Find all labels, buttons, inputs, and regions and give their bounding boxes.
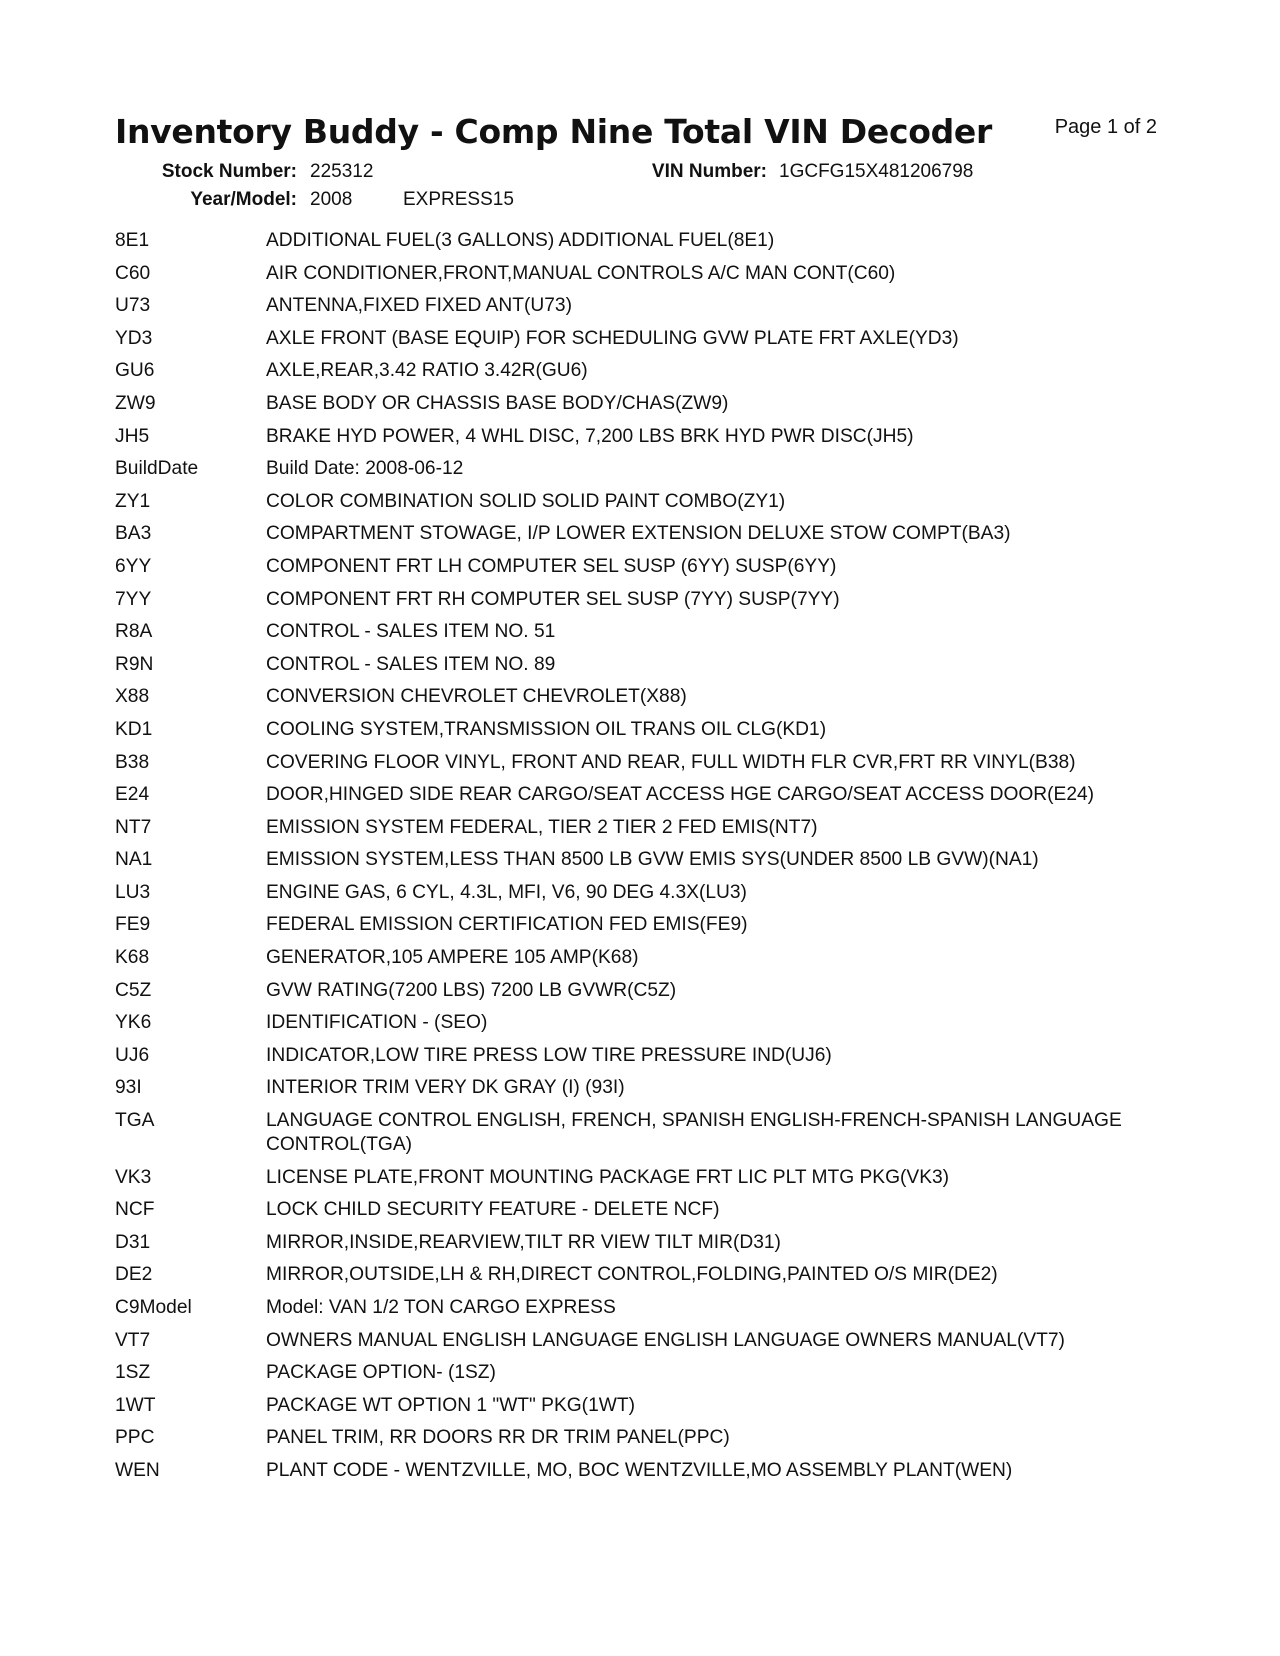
option-description: AXLE,REAR,3.42 RATIO 3.42R(GU6): [266, 360, 588, 382]
list-item: [115, 555, 1165, 579]
option-code: C5Z: [115, 979, 152, 1001]
list-item: [115, 588, 1165, 612]
stock-number-value: 225312: [310, 161, 374, 182]
option-description: PACKAGE WT OPTION 1 "WT" PKG(1WT): [266, 1394, 635, 1416]
option-code: ZW9: [115, 392, 156, 414]
option-code: 8E1: [115, 230, 150, 251]
option-description: COMPONENT FRT RH COMPUTER SEL SUSP (7YY) SUSP(7YY): [266, 588, 840, 610]
option-description: COMPONENT FRT LH COMPUTER SEL SUSP (6YY) SUSP(6YY): [266, 555, 837, 577]
option-code: B38: [115, 751, 150, 773]
option-code: BA3: [115, 523, 152, 545]
option-code: R8A: [115, 621, 153, 643]
option-code: D31: [115, 1231, 151, 1253]
option-code: VK3: [115, 1166, 152, 1188]
option-description: CONTROL - SALES ITEM NO. 89: [266, 653, 556, 675]
list-item: [115, 229, 1165, 253]
option-description: LICENSE PLATE,FRONT MOUNTING PACKAGE FRT LIC PLT MTG PKG(VK3): [266, 1166, 950, 1188]
option-description: IDENTIFICATION - (SEO): [266, 1012, 488, 1034]
stock-number-label: Stock Number:: [161, 161, 297, 182]
list-item: [115, 783, 1165, 807]
list-item: [115, 1231, 1165, 1255]
option-code: 7YY: [115, 588, 152, 610]
option-description: INDICATOR,LOW TIRE PRESS LOW TIRE PRESSURE IND(UJ6): [266, 1044, 832, 1066]
option-description: MIRROR,INSIDE,REARVIEW,TILT RR VIEW TILT MIR(D31): [266, 1231, 781, 1253]
option-code: C9Model: [115, 1297, 192, 1318]
option-code: PPC: [115, 1427, 155, 1449]
option-description: BASE BODY OR CHASSIS BASE BODY/CHAS(ZW9): [266, 392, 729, 414]
option-code: UJ6: [115, 1044, 150, 1066]
option-description: GVW RATING(7200 LBS) 7200 LB GVWR(C5Z): [266, 979, 677, 1001]
list-item: [115, 490, 1165, 514]
year-model-label: Year/Model:: [190, 189, 297, 210]
list-item: [115, 816, 1165, 840]
list-item: [115, 262, 1165, 286]
option-code: X88: [115, 686, 150, 708]
list-item: [115, 1109, 1165, 1157]
option-code: 1SZ: [115, 1362, 151, 1384]
option-description: PLANT CODE - WENTZVILLE, MO, BOC WENTZVILLE,MO ASSEMBLY PLANT(WEN): [266, 1459, 1013, 1481]
list-item: [115, 425, 1165, 449]
option-code: TGA: [115, 1110, 155, 1132]
option-description: OWNERS MANUAL ENGLISH LANGUAGE ENGLISH LANGUAGE OWNERS MANUAL(VT7): [266, 1329, 1065, 1351]
list-item: [115, 457, 1165, 481]
option-description: ANTENNA,FIXED FIXED ANT(U73): [266, 295, 572, 317]
option-code: K68: [115, 947, 150, 969]
option-description: Build Date: 2008-06-12: [266, 458, 464, 480]
option-code: U73: [115, 295, 151, 317]
option-code-list: [115, 229, 1165, 1492]
list-item: [115, 751, 1165, 775]
option-code: WEN: [115, 1459, 160, 1481]
list-item: [115, 913, 1165, 937]
list-item: [115, 979, 1165, 1003]
option-code: R9N: [115, 653, 154, 675]
list-item: [115, 1459, 1165, 1483]
list-item: [115, 1076, 1165, 1100]
option-code: C60: [115, 262, 151, 284]
option-code: DE2: [115, 1264, 153, 1286]
vin-number-value: 1GCFG15X481206798: [779, 161, 974, 182]
option-code: KD1: [115, 718, 153, 740]
option-description: DOOR,HINGED SIDE REAR CARGO/SEAT ACCESS HGE CARGO/SEAT ACCESS DOOR(E24): [266, 784, 1095, 806]
option-code: E24: [115, 784, 150, 806]
option-description: EMISSION SYSTEM,LESS THAN 8500 LB GVW EMIS SYS(UNDER 8500 LB GVW)(NA1): [266, 849, 1039, 871]
option-description: BRAKE HYD POWER, 4 WHL DISC, 7,200 LBS BRK HYD PWR DISC(JH5): [266, 425, 914, 447]
list-item: [115, 1011, 1165, 1035]
list-item: [115, 522, 1165, 546]
option-description: LOCK CHILD SECURITY FEATURE - DELETE NCF): [266, 1199, 720, 1221]
list-item: [115, 294, 1165, 318]
option-code: JH5: [115, 425, 150, 447]
option-code: NA1: [115, 849, 153, 871]
option-code: LU3: [115, 881, 151, 903]
option-description: CONVERSION CHEVROLET CHEVROLET(X88): [266, 686, 687, 708]
list-item: [115, 1296, 1165, 1320]
option-description: FEDERAL EMISSION CERTIFICATION FED EMIS(FE9): [266, 914, 748, 936]
option-description: COMPARTMENT STOWAGE, I/P LOWER EXTENSION DELUXE STOW COMPT(BA3): [266, 523, 1011, 545]
option-code: YK6: [115, 1012, 152, 1034]
list-item: [115, 881, 1165, 905]
option-description: ENGINE GAS, 6 CYL, 4.3L, MFI, V6, 90 DEG 4.3X(LU3): [266, 881, 747, 903]
page-title: Inventory Buddy - Comp Nine Total VIN Decoder: [115, 112, 992, 151]
option-description: AXLE FRONT (BASE EQUIP) FOR SCHEDULING GVW PLATE FRT AXLE(YD3): [266, 327, 959, 349]
list-item: [115, 1394, 1165, 1418]
page-number: Page 1 of 2: [1054, 116, 1157, 138]
option-description: CONTROL - SALES ITEM NO. 51: [266, 621, 556, 643]
option-description: LANGUAGE CONTROL ENGLISH, FRENCH, SPANISH ENGLISH-FRENCH-SPANISH LANGUAGE CONTROL(TGA): [266, 1110, 1122, 1156]
list-item: [115, 1426, 1165, 1450]
list-item: [115, 1361, 1165, 1385]
option-code: NCF: [115, 1199, 155, 1221]
option-description: COLOR COMBINATION SOLID SOLID PAINT COMBO(ZY1): [266, 490, 786, 512]
list-item: [115, 1044, 1165, 1068]
option-code: YD3: [115, 327, 153, 349]
option-code: 1WT: [115, 1394, 156, 1416]
list-item: [115, 359, 1165, 383]
option-description: INTERIOR TRIM VERY DK GRAY (I) (93I): [266, 1077, 625, 1099]
list-item: [115, 1198, 1165, 1222]
model-value: EXPRESS15: [403, 189, 514, 210]
list-item: [115, 1263, 1165, 1287]
option-description: EMISSION SYSTEM FEDERAL, TIER 2 TIER 2 FED EMIS(NT7): [266, 816, 818, 838]
option-description: Model: VAN 1/2 TON CARGO EXPRESS: [266, 1297, 616, 1318]
option-description: COVERING FLOOR VINYL, FRONT AND REAR, FULL WIDTH FLR CVR,FRT RR VINYL(B38): [266, 751, 1076, 773]
option-description: PANEL TRIM, RR DOORS RR DR TRIM PANEL(PPC): [266, 1427, 730, 1449]
list-item: [115, 620, 1165, 644]
list-item: [115, 848, 1165, 872]
option-code: BuildDate: [115, 458, 199, 480]
year-value: 2008: [310, 189, 353, 210]
option-code: NT7: [115, 816, 152, 838]
option-description: GENERATOR,105 AMPERE 105 AMP(K68): [266, 947, 639, 969]
option-description: PACKAGE OPTION- (1SZ): [266, 1362, 496, 1384]
list-item: [115, 946, 1165, 970]
list-item: [115, 1329, 1165, 1353]
list-item: [115, 685, 1165, 709]
option-description: ADDITIONAL FUEL(3 GALLONS) ADDITIONAL FUEL(8E1): [266, 230, 775, 251]
option-code: ZY1: [115, 490, 151, 512]
option-description: COOLING SYSTEM,TRANSMISSION OIL TRANS OIL CLG(KD1): [266, 718, 827, 740]
option-code: 6YY: [115, 555, 152, 577]
list-item: [115, 392, 1165, 416]
option-description: MIRROR,OUTSIDE,LH & RH,DIRECT CONTROL,FOLDING,PAINTED O/S MIR(DE2): [266, 1264, 998, 1286]
list-item: [115, 327, 1165, 351]
option-code: GU6: [115, 360, 155, 382]
list-item: [115, 1166, 1165, 1190]
list-item: [115, 718, 1165, 742]
list-item: [115, 653, 1165, 677]
option-code: VT7: [115, 1329, 151, 1351]
option-code: FE9: [115, 914, 151, 936]
option-code: 93I: [115, 1077, 142, 1099]
vin-number-label: VIN Number:: [651, 161, 767, 182]
option-description: AIR CONDITIONER,FRONT,MANUAL CONTROLS A/C MAN CONT(C60): [266, 262, 896, 284]
